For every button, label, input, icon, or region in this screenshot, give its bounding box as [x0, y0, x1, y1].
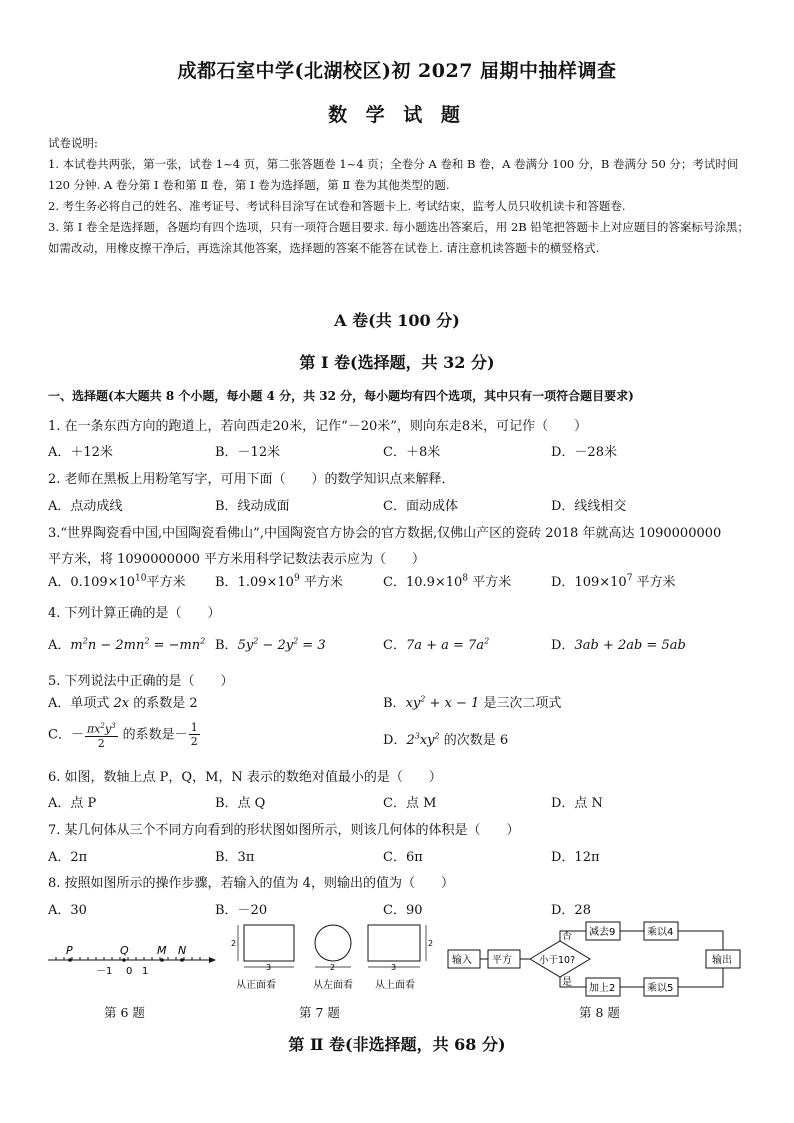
- q8-option-d: D．28: [551, 903, 591, 918]
- q5-option-b-expression: $xy^2 + x - 1$: [405, 694, 480, 711]
- section-a-title: A 卷(共 100 分): [334, 311, 460, 330]
- q5-option-b: [383, 692, 561, 711]
- question-6-stem: 6. 如图，数轴上点 P，Q，M，N 表示的数绝对值最小的是（ ）: [48, 770, 442, 785]
- front-view-width-label: 3: [266, 963, 272, 972]
- q3-option-a-exponent: 10: [135, 573, 147, 584]
- choice-section-heading: 一、选择题(本大题共 8 个小题，每小题 4 分，共 32 分，每小题均有四个选项，其中只有一项符合题目要求): [48, 389, 634, 403]
- q6-number-line-figure: [44, 936, 220, 986]
- label-minus-1: －1: [96, 966, 113, 977]
- top-view-width-label: 3: [391, 963, 397, 972]
- q3-option-a: [48, 571, 186, 590]
- q7-option-c: C．6π: [383, 850, 423, 865]
- q5-option-d-letter: D．: [383, 733, 407, 748]
- q3-option-d-unit: 平方米: [632, 575, 676, 590]
- q6-option-d: D．点 N: [551, 796, 603, 811]
- part-1-title: 第 Ⅰ 卷(选择题，共 32 分): [299, 353, 495, 372]
- question-3-stem-line-1: 3.“世界陶瓷看中国,中国陶瓷看佛山”,中国陶瓷官方协会的官方数据,仅佛山产区的瓷砖 2018 年就高达 1090000000: [48, 526, 722, 541]
- q2-option-a: A．点动成线: [48, 499, 123, 514]
- left-view-caption: 从左面看: [313, 980, 353, 991]
- q3-option-b: [215, 571, 343, 590]
- exam-title: 成都石室中学(北湖校区)初 2027 届期中抽样调查: [177, 60, 617, 82]
- q3-option-c-exponent: 8: [462, 573, 469, 584]
- q6-option-a: A．点 P: [48, 796, 97, 811]
- q3-option-a-base: 0.109×10: [70, 575, 136, 590]
- q4-option-c-expression: $7a + a = 7a^2$: [405, 636, 490, 653]
- q5-option-c-prefix: C．－: [48, 727, 84, 743]
- q5-option-c-text: 的系数是－: [118, 727, 188, 743]
- point-n-dot: [180, 958, 184, 962]
- question-3-stem-line-2: 平方米，将 1090000000 平方米用科学记数法表示应为（ ）: [48, 552, 425, 567]
- q3-option-d-base: 109×10: [574, 575, 627, 590]
- q3-option-d: [551, 571, 676, 590]
- flow-add2-label: 加上2: [589, 983, 616, 994]
- q5-option-c: [48, 720, 201, 750]
- q3-option-c-letter: C．: [383, 575, 406, 590]
- q5-option-d: [383, 729, 508, 748]
- q2-option-d: D．线线相交: [551, 499, 627, 514]
- top-view-height-label: 2: [428, 939, 434, 948]
- q4-option-d: [551, 634, 686, 653]
- q5-option-b-letter: B．: [383, 696, 406, 711]
- figure-7-caption: 第 7 题: [299, 1005, 340, 1020]
- label-m: M: [157, 944, 167, 957]
- q5-option-a: [48, 692, 198, 711]
- instruction-1: 1. 本试卷共两张，第一张，试卷 1~4 页，第二张答题卷 1~4 页；全卷分 A 卷和 B 卷，A 卷满分 100 分，B 卷满分 50 分；考试时间 120 分钟. A 卷分第 Ⅰ 卷和第 Ⅱ 卷，第 Ⅰ 卷为选择题，第 Ⅱ 卷为其他类型的题.: [48, 157, 739, 192]
- q4-option-a-expression: $m^2n - 2mn^2 = -mn^2$: [70, 636, 206, 653]
- exam-instructions: [48, 133, 754, 259]
- exam-subtitle: 数 学 试 题: [328, 104, 466, 126]
- question-2-stem: 2. 老师在黑板上用粉笔写字，可用下面（ ）的数学知识点来解释．: [48, 472, 455, 487]
- figure-6-caption: 第 6 题: [104, 1005, 145, 1020]
- q4-option-c: [383, 634, 489, 653]
- top-view-caption: 从上面看: [375, 980, 415, 991]
- q3-option-a-letter: A．: [48, 575, 71, 590]
- q5-option-a-text: 的系数是 2: [129, 696, 198, 711]
- q7-three-views-figure: [228, 918, 438, 998]
- q1-option-c: C．＋8米: [383, 445, 441, 460]
- q2-option-c: C．面动成体: [383, 499, 458, 514]
- q3-option-b-letter: B．: [215, 575, 238, 590]
- q3-option-b-exponent: 9: [293, 573, 300, 584]
- q8-flowchart-figure: [444, 915, 744, 1001]
- q5-option-d-text: 的次数是 6: [439, 733, 509, 748]
- flow-yes-label: 是: [562, 977, 572, 988]
- top-view-rectangle: [368, 925, 420, 961]
- q5-option-a-prefix: A．单项式: [48, 696, 114, 711]
- point-q-dot: [122, 958, 126, 962]
- q5-option-b-text: 是三次二项式: [479, 696, 562, 711]
- instruction-2: 2. 考生务必将自己的姓名、准考证号、考试科目涂写在试卷和答题卡上. 考试结束，监考人员只收机读卡和答题卷.: [48, 199, 626, 213]
- q3-option-c-unit: 平方米: [468, 575, 512, 590]
- q5-option-c-fraction: $\frac{\pi x^2y^3}{2}$: [86, 722, 116, 750]
- q4-option-a: [48, 634, 205, 653]
- q4-option-b-letter: B．: [215, 638, 238, 653]
- q3-option-c-base: 10.9×10: [405, 575, 463, 590]
- question-1-stem: 1. 在一条东西方向的跑道上，若向西走20米，记作“－20米”，则向东走8米，可记作（ ）: [48, 419, 588, 434]
- flow-condition-label: 小于10?: [539, 955, 576, 966]
- front-view-caption: 从正面看: [236, 980, 276, 991]
- q8-option-b: B．－20: [215, 903, 268, 918]
- flow-no-label: 否: [562, 931, 572, 942]
- front-view-height-label: 2: [231, 939, 237, 948]
- q8-option-c: C．90: [383, 903, 423, 918]
- q4-option-b-expression: $5y^2 - 2y^2 = 3$: [237, 636, 326, 653]
- flow-square-label: 平方: [492, 955, 512, 966]
- number-line-arrow: [209, 957, 216, 963]
- flow-sub9-label: 减去9: [589, 927, 616, 938]
- q5-option-a-term: 2x: [113, 696, 130, 711]
- q3-option-c: [383, 571, 511, 590]
- flow-arrow-4: [678, 931, 723, 950]
- q7-option-d: D．12π: [551, 850, 600, 865]
- question-5-stem: 5. 下列说法中正确的是（ ）: [48, 674, 234, 689]
- label-zero: 0: [126, 966, 133, 977]
- q3-option-a-unit: 平方米: [146, 575, 186, 590]
- flow-output-label: 输出: [712, 955, 732, 966]
- front-view-rectangle: [244, 925, 294, 961]
- q4-option-d-letter: D．: [551, 638, 575, 653]
- label-one: 1: [142, 966, 149, 977]
- q5-option-c-half: $\frac{1}{2}$: [190, 721, 198, 749]
- question-8-stem: 8. 按照如图所示的操作步骤，若输入的值为 4，则输出的值为（ ）: [48, 876, 454, 891]
- q7-option-a: A．2π: [48, 850, 88, 865]
- q6-option-b: B．点 Q: [215, 796, 266, 811]
- q1-option-b: B．－12米: [215, 445, 281, 460]
- q3-option-b-unit: 平方米: [299, 575, 343, 590]
- flow-arrow-6: [678, 968, 723, 987]
- label-q: Q: [120, 944, 129, 957]
- q4-option-d-expression: 3ab + 2ab = 5ab: [574, 638, 686, 653]
- q7-option-b: B．3π: [215, 850, 255, 865]
- flow-mul4-label: 乘以4: [647, 927, 674, 938]
- left-view-circle: [315, 925, 351, 961]
- q4-option-a-letter: A．: [48, 638, 71, 653]
- q4-option-b: [215, 634, 326, 653]
- point-m-dot: [160, 958, 164, 962]
- instruction-3: 3. 第 Ⅰ 卷全是选择题，各题均有四个选项，只有一项符合题目要求. 每小题选出答案后，用 2B 铅笔把答题卡上对应题目的答案标号涂黑；如需改动，用橡皮擦干净后，再选涂其他答案，选择题的答案不能答在试卷上. 请注意机读答题卡的横竖格式.: [48, 220, 749, 255]
- point-p-dot: [68, 958, 72, 962]
- q3-option-b-base: 1.09×10: [237, 575, 294, 590]
- q2-option-b: B．线动成面: [215, 499, 290, 514]
- q3-option-d-letter: D．: [551, 575, 575, 590]
- left-view-diameter-label: 2: [330, 963, 336, 972]
- figure-8-caption: 第 8 题: [579, 1005, 620, 1020]
- question-4-stem: 4. 下列计算正确的是（ ）: [48, 606, 221, 621]
- q4-option-c-letter: C．: [383, 638, 406, 653]
- q8-option-a: A．30: [48, 903, 87, 918]
- question-7-stem: 7. 某几何体从三个不同方向看到的形状图如图所示，则该几何体的体积是（ ）: [48, 823, 520, 838]
- label-n: N: [178, 944, 187, 957]
- q6-option-c: C．点 M: [383, 796, 437, 811]
- flow-mul5-label: 乘以5: [647, 983, 674, 994]
- q1-option-d: D．－28米: [551, 445, 617, 460]
- q5-option-d-expression: $2^3xy^2$: [406, 731, 440, 748]
- q1-option-a: A．＋12米: [48, 445, 113, 460]
- flow-input-label: 输入: [452, 955, 472, 966]
- q3-option-d-exponent: 7: [626, 573, 633, 584]
- instructions-heading: 试卷说明:: [48, 136, 98, 150]
- part-2-title: 第 Ⅱ 卷(非选择题，共 68 分): [288, 1035, 506, 1054]
- label-p: P: [66, 944, 73, 957]
